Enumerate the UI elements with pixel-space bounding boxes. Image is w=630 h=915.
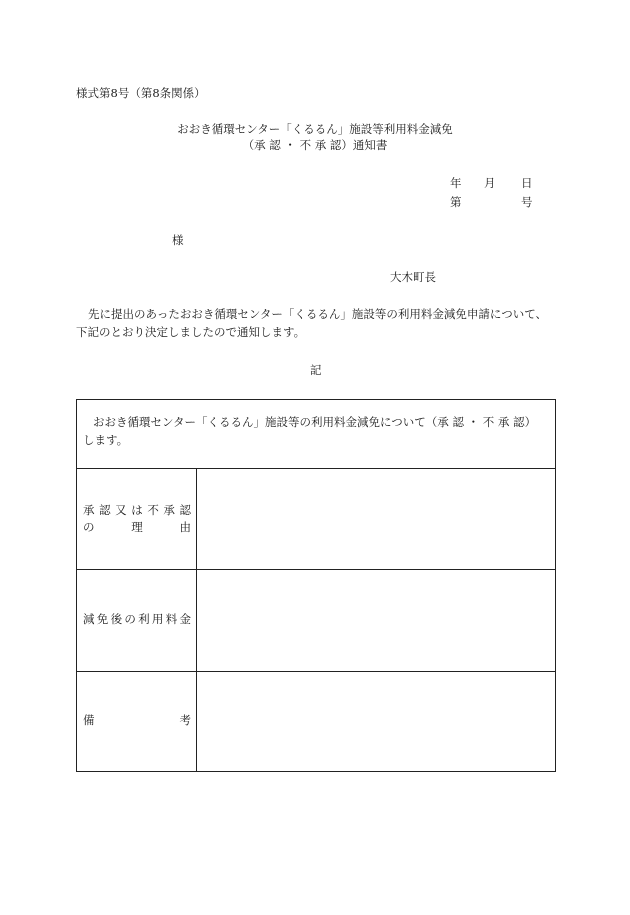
ki-heading: 記 [310,363,322,377]
body-line1: 先に提出のあったおおき循環センター「くるるん」施設等の利用料金減免申請について、 [88,307,547,321]
label-char: 承 [83,503,95,517]
doc-number-suffix: 号 [521,195,533,209]
table-header-line2: します。 [83,433,129,447]
label-char: の [83,520,95,534]
title-text-1: おおき循環センター「くるるん」施設等利用料金減免 [177,122,453,136]
body-line2: 下記のとおり決定しましたので通知します。 [76,325,306,339]
label-char: 料 [165,612,178,626]
addressee-suffix: 様 [172,233,184,247]
row-divider [77,468,555,469]
fee-value[interactable] [202,577,549,663]
label-char: 考 [179,713,191,727]
issuer: 大木町長 [390,270,436,284]
label-char: 免 [96,612,109,626]
remarks-label-line [83,713,191,730]
reason-label-line2 [83,520,191,537]
remarks-value[interactable] [202,679,549,765]
row-divider [77,569,555,570]
fee-label-line [83,612,191,629]
title-line1 [0,122,630,137]
date-day: 日 [521,176,533,190]
doc-number-prefix: 第 [450,195,462,209]
label-char: 用 [151,612,164,626]
reason-value[interactable] [202,476,549,561]
table-header-line1: おおき循環センター「くるるん」施設等の利用料金減免について（承 認 ・ 不 承 認） [93,415,537,429]
title-line2 [0,138,630,153]
label-char: 備 [83,713,95,727]
label-char: 又 [115,503,127,517]
fee-label [83,612,191,629]
label-char: は [131,503,143,517]
label-char: の [124,612,136,626]
label-char: 由 [179,520,191,534]
reason-label [83,503,191,537]
label-char: 認 [179,503,191,517]
date-month: 月 [484,176,496,190]
title-text-2: （承 認 ・ 不 承 認）通知書 [242,138,388,152]
label-char: 利 [138,612,150,626]
form-number: 様式第8号（第8条関係） [76,86,206,100]
label-char: 承 [163,503,175,517]
reason-label-line1 [83,503,191,520]
label-char: 金 [179,612,191,626]
label-char: 理 [131,520,143,534]
remarks-label [83,713,191,730]
label-char: 認 [99,503,111,517]
label-char: 後 [110,612,123,626]
label-char: 不 [147,503,159,517]
decision-table [76,399,556,772]
label-char: 減 [83,612,95,626]
date-year: 年 [450,176,462,190]
row-divider [77,671,555,672]
column-divider [196,468,197,771]
